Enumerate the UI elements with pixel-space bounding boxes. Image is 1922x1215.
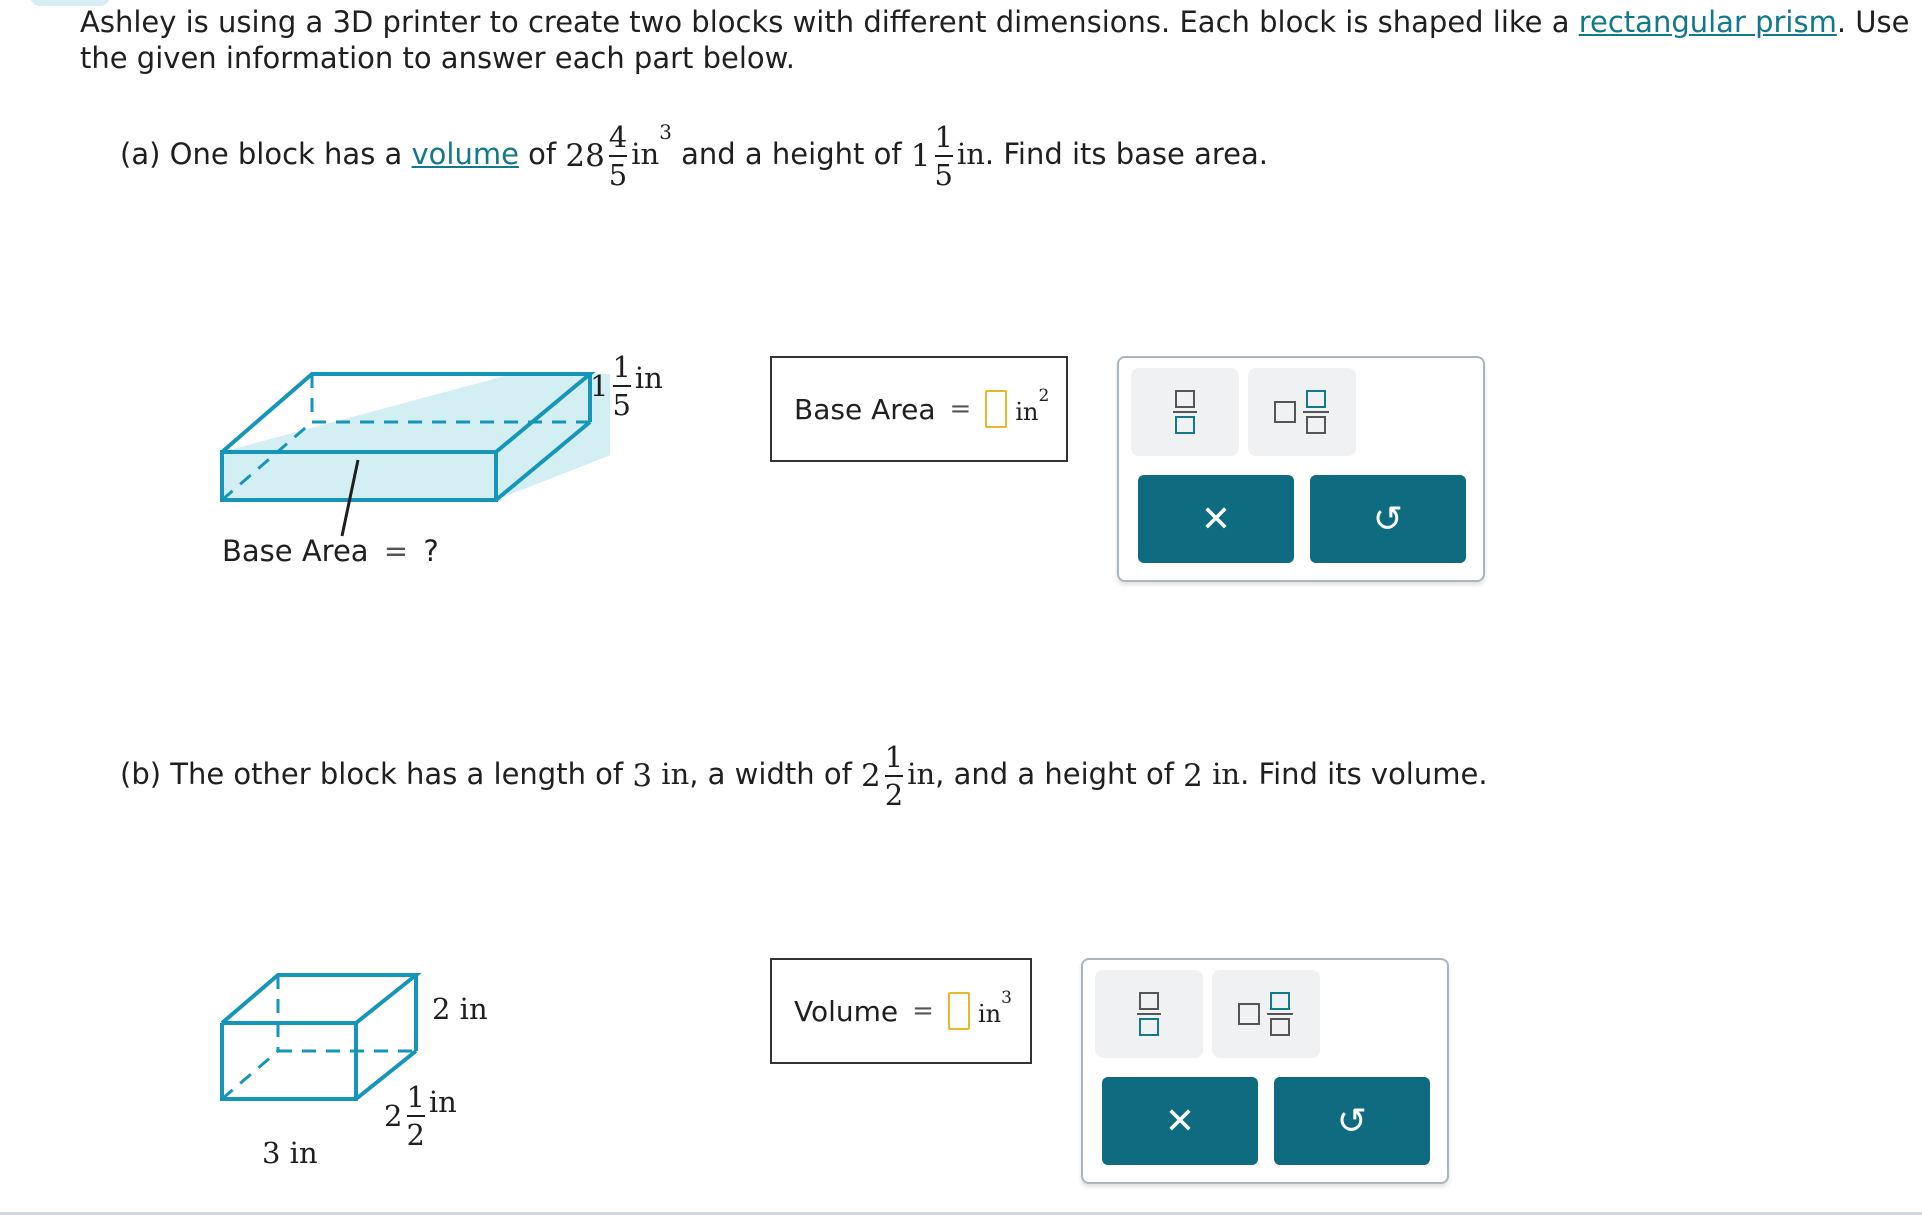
tool-panel-a (1117, 356, 1485, 582)
diagram-b-width-label (384, 1082, 457, 1150)
part-a-suffix: . Find its base area. (984, 137, 1268, 171)
height-unit: in (956, 137, 985, 171)
answer-b-eq: = (912, 996, 934, 1026)
part-a-volume-value (565, 122, 631, 190)
height-numerator: 1 (934, 120, 953, 154)
prism-b-hidden-diag (222, 1051, 278, 1099)
answer-label: Base Area (794, 392, 936, 426)
undo-button[interactable] (1310, 475, 1466, 563)
diagram-height-fraction (612, 352, 630, 420)
diagram-height-whole: 1 (590, 369, 609, 403)
diagram-b-width-fraction (406, 1082, 424, 1150)
part-a-of: of (518, 137, 566, 171)
volume-denominator: 5 (608, 158, 628, 192)
fraction-button[interactable] (1131, 368, 1239, 456)
volume-answer-box (770, 958, 1032, 1064)
part-b-height: 2 (1183, 758, 1203, 794)
answer-unit-text: in (1015, 398, 1039, 426)
part-a-prefix: (a) One block has a (120, 137, 412, 171)
undo-icon: ↺ (1372, 498, 1404, 540)
prism-front-face (222, 452, 496, 500)
part-b-width-text: , a width of (689, 757, 861, 791)
close-icon: ✕ (1164, 1100, 1196, 1142)
part-b-question (120, 742, 1488, 810)
part-a-and-height: and a height of (671, 137, 911, 171)
diagram-height-num: 1 (612, 350, 631, 384)
rectangular-prism-link[interactable]: rectangular prism (1578, 5, 1837, 39)
base-area-text: Base Area (222, 534, 369, 568)
prism-b-top-edges (222, 975, 416, 1023)
diagram-b-width-num: 1 (406, 1080, 425, 1114)
height-unit-b: in (1212, 757, 1241, 791)
diagram-height-den: 5 (612, 388, 631, 422)
volume-link[interactable]: volume (411, 137, 519, 171)
part-a-height-value (911, 122, 957, 190)
width-den: 2 (884, 778, 904, 812)
part-a-diagram-height (590, 352, 663, 420)
answer-unit-exp: 2 (1038, 386, 1050, 406)
volume-whole: 28 (565, 138, 605, 174)
width-unit: in (907, 757, 936, 791)
part-b-suffix: . Find its volume. (1240, 757, 1488, 791)
mixed-number-button[interactable] (1248, 368, 1356, 456)
intro-text: Ashley is using a 3D printer to create two blocks with different dimensions. Each block is shaped like a (80, 5, 1579, 39)
prism-b-front-face (222, 1023, 356, 1099)
diagram-b-width-whole: 2 (384, 1099, 403, 1133)
answer-b-unit-exp: 3 (1001, 988, 1012, 1008)
tool-panel-b (1081, 958, 1449, 1184)
base-area-question: ? (423, 534, 439, 568)
answer-b-unit-text: in (977, 1000, 1002, 1028)
intro-text-end: . Use the given information to answer each part below. (80, 5, 1910, 75)
part-b-width-value (861, 742, 907, 810)
volume-exponent: 3 (659, 120, 672, 144)
diagram-b-length-label: 3 in (262, 1136, 318, 1170)
volume-input[interactable] (948, 992, 970, 1030)
fraction-icon (1137, 991, 1161, 1037)
problem-intro (80, 4, 1920, 76)
fraction-button-b[interactable] (1095, 970, 1203, 1058)
answer-b-label: Volume (794, 994, 899, 1028)
volume-numerator: 4 (608, 120, 628, 154)
part-a-question (120, 122, 1268, 190)
mixed-number-icon (1237, 991, 1295, 1037)
width-whole: 2 (861, 758, 881, 794)
flat-prism-diagram (210, 360, 610, 540)
answer-unit (1015, 386, 1050, 426)
diagram-b-height-label: 2 in (432, 992, 488, 1026)
close-icon: ✕ (1200, 498, 1232, 540)
base-area-eq: = (383, 534, 409, 568)
fraction-icon (1173, 389, 1197, 435)
volume-unit: in (631, 137, 660, 171)
answer-eq: = (949, 394, 972, 424)
part-b-length: 3 (632, 758, 653, 794)
undo-button-b[interactable] (1274, 1077, 1430, 1165)
part-b-prefix: (b) The other block has a length of (120, 757, 633, 791)
width-num: 1 (884, 740, 904, 774)
mixed-number-button-b[interactable] (1212, 970, 1320, 1058)
undo-icon: ↺ (1336, 1100, 1368, 1142)
diagram-height-unit: in (634, 361, 663, 395)
diagram-b-width-unit: in (428, 1085, 457, 1119)
clear-button[interactable] (1138, 475, 1294, 563)
base-area-input[interactable] (985, 390, 1007, 428)
base-area-label (222, 533, 439, 569)
height-denominator: 5 (934, 158, 953, 192)
clear-button-b[interactable] (1102, 1077, 1258, 1165)
base-area-answer-box (770, 356, 1068, 462)
height-whole: 1 (910, 138, 931, 174)
answer-b-unit (977, 988, 1012, 1028)
length-unit: in (661, 757, 690, 791)
diagram-b-width-den: 2 (406, 1118, 425, 1152)
part-b-height-text: , and a height of (935, 757, 1184, 791)
mixed-number-icon (1273, 389, 1331, 435)
